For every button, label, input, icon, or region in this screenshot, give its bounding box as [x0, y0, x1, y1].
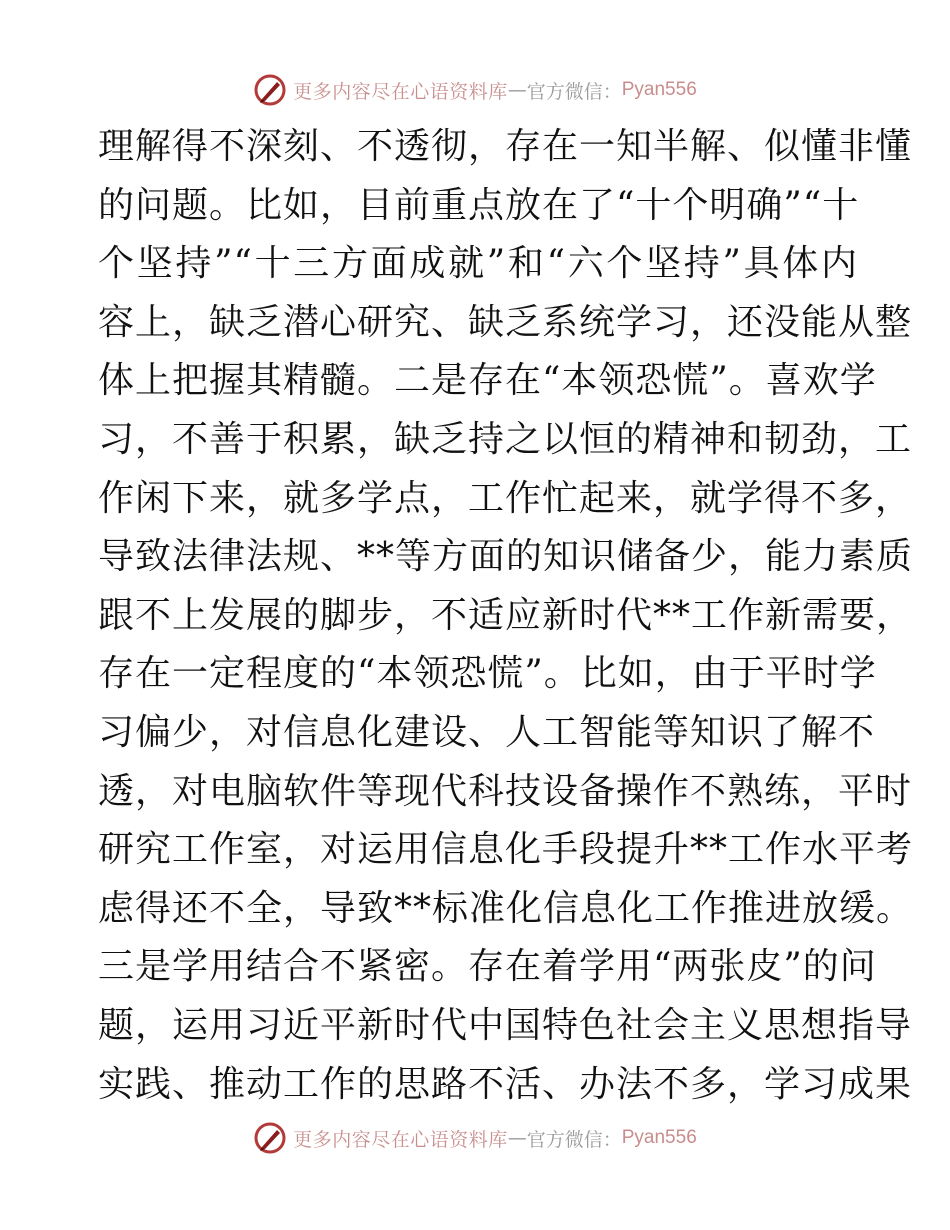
text-line: 体上把握其精髓。二是存在“本领恐慌”。喜欢学	[98, 360, 877, 402]
document-body	[98, 118, 914, 1114]
watermark-separator: —	[507, 79, 527, 101]
footer-watermark	[0, 1118, 950, 1158]
text-line: 理解得不深刻、不透彻，存在一知半解、似懂非懂	[98, 126, 913, 167]
text-line: 导致法律法规、**等方面的知识储备少，能力素质	[98, 536, 914, 578]
text-line: 习偏少，对信息化建设、人工智能等知识了解不	[98, 711, 876, 753]
text-line: 作闲下来，就多学点，工作忙起来，就学得不多，	[98, 477, 913, 519]
text-line: 题，运用习近平新时代中国特色社会主义思想指导	[98, 1004, 913, 1046]
watermark-wechat-label: 官方微信：	[526, 1128, 622, 1151]
text-line: 跟不上发展的脚步，不适应新时代**工作新需要，	[98, 594, 914, 636]
text-line: 习，不善于积累，缺乏持之以恒的精神和韧劲，工	[98, 418, 913, 460]
text-line: 存在一定程度的“本领恐慌”。比如，由于平时学	[98, 653, 877, 695]
text-line: 三是学用结合不紧密。存在着学用“两张皮”的问	[98, 946, 877, 988]
watermark-wechat-label: 官方微信：	[526, 80, 622, 103]
text-line: 的问题。比如，目前重点放在了“十个明确”“十	[98, 184, 860, 226]
watermark-wechat-id: Pyan556	[621, 79, 697, 100]
text-line: 容上，缺乏潜心研究、缺乏系统学习，还没能从整	[98, 301, 913, 343]
watermark-brand-text: 更多内容尽在心语资料库	[293, 80, 508, 103]
text-line: 透，对电脑软件等现代科技设备操作不熟练，平时	[98, 770, 913, 812]
watermark-separator: —	[507, 1127, 527, 1149]
pen-circle-logo-icon	[253, 1121, 287, 1155]
text-line: 个坚持”“十三方面成就”和“六个坚持”具体内	[98, 243, 858, 285]
header-watermark	[0, 70, 950, 110]
text-line: 虑得还不全，导致**标准化信息化工作推进放缓。	[98, 887, 914, 929]
watermark-wechat-id: Pyan556	[621, 1127, 697, 1148]
watermark-brand-text: 更多内容尽在心语资料库	[293, 1128, 508, 1151]
text-line: 实践、推动工作的思路不活、办法不多，学习成果	[98, 1063, 913, 1105]
pen-circle-logo-icon	[253, 73, 287, 107]
text-line: 研究工作室，对运用信息化手段提升**工作水平考	[98, 829, 914, 871]
